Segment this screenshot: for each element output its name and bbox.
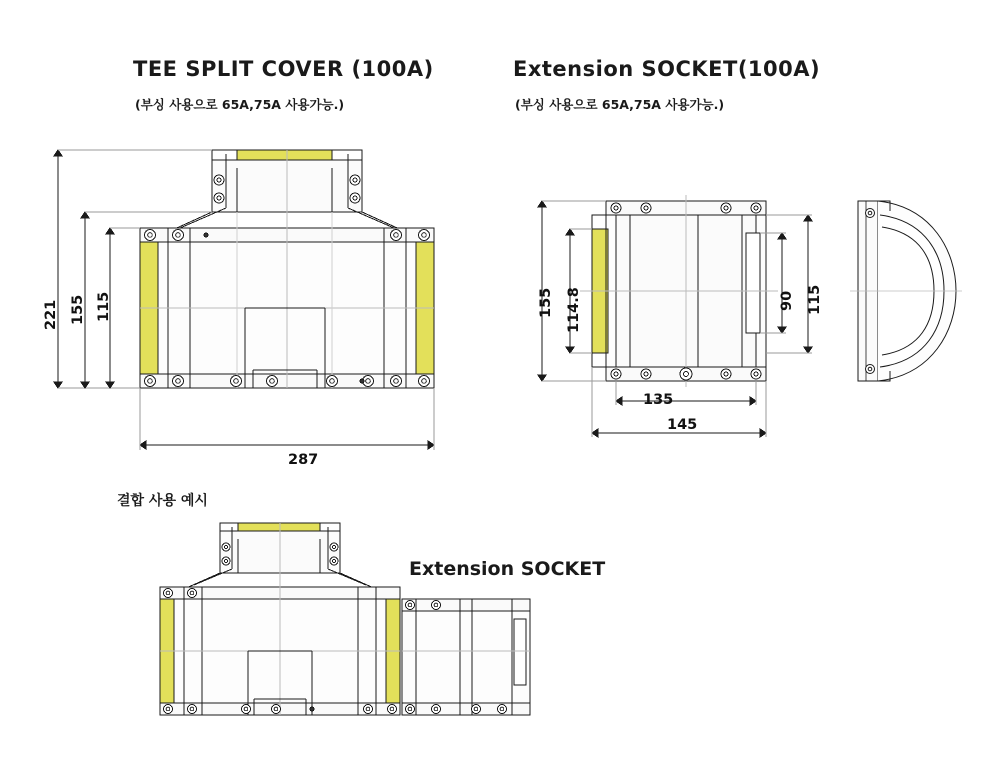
extension-socket-subtitle: (부싱 사용으로 65A,75A 사용가능.)	[515, 97, 725, 112]
assembly-example-label: 결합 사용 예시	[117, 493, 208, 509]
assembly-extension-socket-callout: Extension SOCKET	[409, 558, 606, 580]
dim-socket-114-8: 114.8	[566, 287, 582, 333]
dim-tee-221: 221	[43, 299, 59, 330]
dim-socket-145: 145	[667, 417, 698, 433]
dim-tee-287: 287	[288, 452, 319, 468]
dim-socket-115: 115	[807, 284, 823, 315]
dim-socket-90: 90	[779, 290, 795, 311]
assembly-example-drawing	[120, 515, 550, 740]
dim-tee-155: 155	[70, 294, 86, 325]
dim-socket-155: 155	[538, 287, 554, 318]
dim-socket-135: 135	[643, 392, 674, 408]
tee-split-cover-subtitle: (부싱 사용으로 65A,75A 사용가능.)	[135, 97, 345, 112]
extension-socket-title: Extension SOCKET(100A)	[513, 57, 821, 81]
dim-tee-115: 115	[96, 291, 112, 322]
tee-split-cover-title: TEE SPLIT COVER (100A)	[133, 57, 434, 81]
extension-socket-side-view	[840, 185, 970, 395]
